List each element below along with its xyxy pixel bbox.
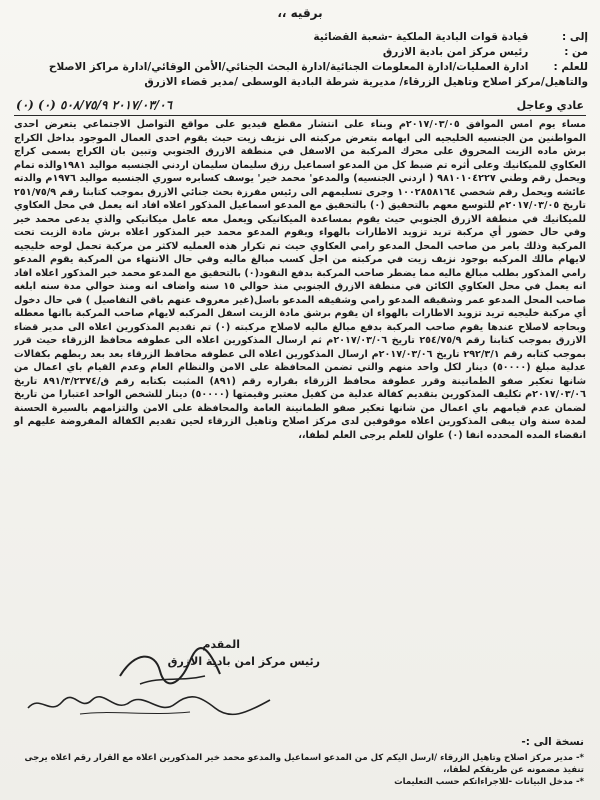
handwritten-name xyxy=(20,690,280,718)
to-value: قيادة قوات البادية الملكية -شعبة القضائية xyxy=(313,31,529,43)
copy-list xyxy=(24,752,584,788)
cc-label: للعلم : xyxy=(553,61,588,73)
copy-item: *- مدخل البيانات -للاجراءاتكم حسب التعليمات xyxy=(394,777,584,787)
from-value: رئيس مركز امن بادية الازرق xyxy=(382,46,529,58)
signature-scribble xyxy=(110,646,230,691)
from-label: من : xyxy=(564,46,588,58)
cc-value: ادارة العمليات/ادارة المعلومات الجنائية/ادارة البحث الجنائي/الأمن الوقائي/ادارة مراكز الاصلاح والتاهيل/مركز اصلاح وتاهيل الزرقاء/ مديرية شرطة البادية الوسطى /مدير قضاء الازرق xyxy=(48,61,588,88)
copy-item: *- مدير مركز اصلاح وتاهيل الزرقاء /ارسل اليكم كل من المدعو اسماعيل والمدعو محمد خير المذكورين اعلاه مع القرار رقم اعلاه يرجى تنفيذ مضمونه عن طريقكم لطفا،، xyxy=(24,753,584,775)
from-line xyxy=(12,45,588,60)
body-paragraph: مساء يوم امس الموافق ٢٠١٧/٠٣/٠٥م وبناء على انتشار مقطع فيديو على مواقع التواصل الاجتماعي يتعرض احدى المواطنين من الجنسيه الخليجيه الى ابهامه بتعرض مركبته الى نزيف زيت حيث يقوم احدى العمال الموجود بداخل الكراج برش ماده الزيت المحروق على محرك المركبة من الاسفل في منطقة الازرق الجنوبي وتبين بان الكراج يسمى كراج العكاوي للميكانيك وعلى أثره تم ضبط كل من المدعو اسماعيل رزق سليمان سليمان اردني الجنسيه مواليد ١٩٨١والذه تمام ويحمل رقم وطني ٩٨١٠١٠٤٢٢٧ ( اردني الجنسيه) والمدعو' محمد خير' يوسف كسابره سوري الجنسيه مواليد ١٩٧٦م والدته عائشه ويحمل رقم شخصي ١٠٠٢٨٥٨١٦٤ وجرى تسليمهم الى رئيس مفرزة بحث جنائي الازرق بموجب كتابنا رقم ٢٥١/٧٥/٩ تاريخ ٢٠١٧/٠٣/٠٥م للتوسع معهم بالتحقيق (٠) بالتحقيق مع المدعو اسماعيل المذكور اعلاه افاد انه يعمل في محل العكاوي للميكانيك في منطقة الازرق الجنوبي حيث يقوم بمساعدة الميكانيكي ويعمل معه عامل ميكانيكي والذي يدعى محمد خير وفي حال حضور أي مركبة تريد تزويد الاطارات بالهواء ويقوم المدعو محمد خير المذكور اعلاه برش مادة الزيت تحت المركبة وذلك بامر من صاحب المحل المدعو رامي العكاوي حيث تم تكرار هذه العمليه لاكثر من مركبة تحمل لوحه خليجيه لايهام مالك المركبه بوجود نزيف زيت في مركبته من اجل كسب مبالغ ماليه وفي حال الانتهاء من المركبة يقوم المدعو رامي المذكور بطلب مبالغ ماليه مما يضطر صاحب المركبة بدفع النقود(٠) بالتحقيق مع المدعو محمد خير المذكور اعلاه افاد انه يعمل في محل العكاوي الكائن في منطقة الازرق الجنوبي منذ حوالي ١٥ سنه واضاف انه ومنذ حوالي مدة سنه ابلغه صاحب المحل المدعو عمر وشقيقه المدعو رامي وشقيقه المدعو باسل(غير معروف عنهم باقي التفاصيل ) في حال دخول أي مركبة خليجيه تريد تزويد الاطارات بالهواء ان يقوم برشق مادة الزيت اسفل المركبه لايهام صاحب المركبة باانها معطله وبحاجه لاصلاح عندها يقوم صاحب المركبة بدفع مبالغ ماليه لاصلاح مركبته (٠) تم تقديم المذكورين اعلاه الى مدير قضاء الازرق بموجب كتابنا رقم ٢٥٤/٧٥/٩ تاريخ ٢٠١٧/٠٣/٠٦م ثم ارسال المذكورين اعلاه الى عطوفه محافظ الزرقاء حيث قرر بموجب كتابه رقم ٢٩٢/٣/١ تاريخ ٢٠١٧/٠٣/٠٦م ارسال المذكورين اعلاه الى عطوفه محافظ الزرقاء بعد بعد ربطهم بكفالات عدلية مبلغ (٥٠٠٠٠) دينار لكل واحد منهم والتي تضمن المحافظة على الامن والنظام العام وعدم القيام باي اعمال من شانها تعكير صفو الطمانينة وقرر عطوفة محافظ الزرقاء بقراره رقم (٨٩١) المثبت بكتابه رقم ق/٨٩١/٣/٢٣٧٤ تاريخ ٢٠١٧/٠٣/٠٦م تكليف المذكورين بتقديم كفالة عدلية من كفيل معتبر وقيمتها (٥٠٠٠٠) دينار للشخص الواحد اعتبارا من تاريخ لضمان عدم قيامهم باي اعمال من شانها تعكير صفو الطمانينة العامة والمحافظة على الامن والتزامهم بالسيرة الحسنة لمدة سنة وان يبقى المذكورين اعلاه موقوفين لدى مركز اصلاح وتاهيل الزرقاء لحين تقديم الكفالة المفروضة عليهم او انقضاء المده المحدده انفا (٠) علوان للعلم يرجى العلم لطفا،، xyxy=(14,119,587,441)
signature-rank: المقدم xyxy=(202,638,240,651)
priority-label: عادي وعاجل xyxy=(516,98,584,112)
copy-title: نسخة الى :- xyxy=(521,736,584,748)
signature-position: رئيس مركز امن بادية الازرق xyxy=(167,655,320,668)
divider xyxy=(14,115,586,116)
to-line xyxy=(12,30,588,45)
document-title: برقيه ،، xyxy=(277,6,323,20)
reference-number: (٠) ٢٠١٧/٠٣/٠٦ ٥٠٨/٧٥/٩ (٠) xyxy=(16,98,172,112)
reference-row xyxy=(12,98,588,112)
cc-line xyxy=(12,60,588,90)
to-label: إلى : xyxy=(561,31,588,43)
